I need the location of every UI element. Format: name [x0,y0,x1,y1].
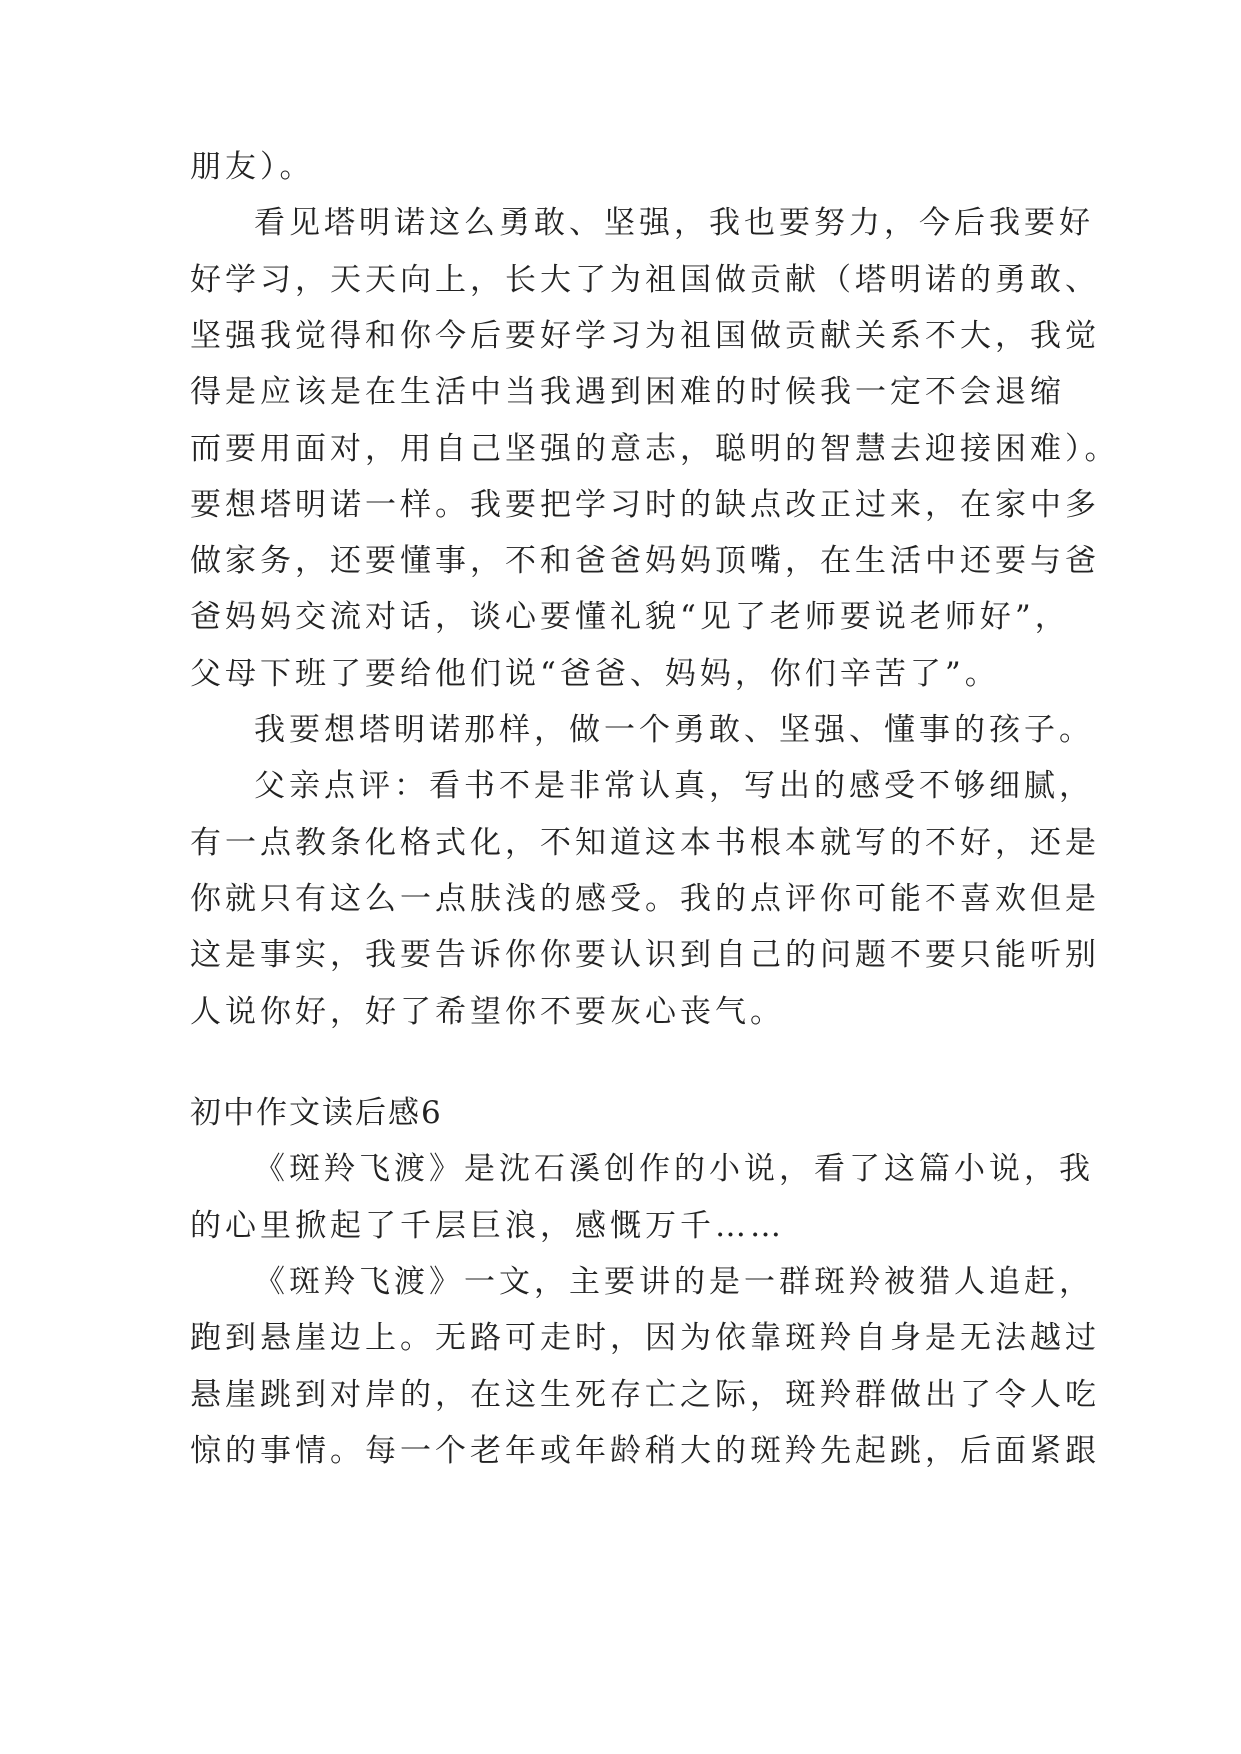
text-line: 爸妈妈交流对话，谈心要懂礼貌“见了老师要说老师好”， [190,599,1070,635]
paragraph-start-line: 《斑羚飞渡》一文，主要讲的是一群斑羚被猎人追赶， [254,1264,1094,1300]
text-line: 坚强我觉得和你今后要好学习为祖国做贡献关系不大，我觉 [190,318,1100,354]
text-line: 的心里掀起了千层巨浪，感慨万千…… [190,1208,785,1244]
text-line: 要想塔明诺一样。我要把学习时的缺点改正过来，在家中多 [190,487,1100,523]
text-line: 做家务，还要懂事，不和爸爸妈妈顶嘴，在生活中还要与爸 [190,543,1100,579]
text-line: 有一点教条化格式化，不知道这本书根本就写的不好，还是 [190,825,1100,861]
text-line: 人说你好，好了希望你不要灰心丧气。 [190,994,785,1030]
text-line: 这是事实，我要告诉你你要认识到自己的问题不要只能听别 [190,937,1100,973]
text-line: 父母下班了要给他们说“爸爸、妈妈，你们辛苦了”。 [190,656,1000,692]
text-line: 好学习，天天向上，长大了为祖国做贡献（塔明诺的勇敢、 [190,262,1100,298]
paragraph-start-line: 父亲点评：看书不是非常认真，写出的感受不够细腻， [254,768,1094,804]
text-line: 你就只有这么一点肤浅的感受。我的点评你可能不喜欢但是 [190,881,1100,917]
text-line: 跑到悬崖边上。无路可走时，因为依靠斑羚自身是无法越过 [190,1320,1100,1356]
paragraph-start-line: 我要想塔明诺那样，做一个勇敢、坚强、懂事的孩子。 [254,712,1094,748]
text-line: 而要用面对，用自己坚强的意志，聪明的智慧去迎接困难）。 [190,431,1120,467]
text-line: 朋友）。 [190,149,315,185]
text-line: 得是应该是在生活中当我遇到困难的时候我一定不会退缩 [190,374,1065,410]
section-title: 初中作文读后感6 [190,1095,443,1131]
text-line: 悬崖跳到对岸的，在这生死存亡之际，斑羚群做出了令人吃 [190,1377,1100,1413]
paragraph-start-line: 看见塔明诺这么勇敢、坚强，我也要努力，今后我要好 [254,205,1094,241]
paragraph-start-line: 《斑羚飞渡》是沈石溪创作的小说，看了这篇小说，我 [254,1151,1094,1187]
text-line: 惊的事情。每一个老年或年龄稍大的斑羚先起跳，后面紧跟 [190,1433,1100,1469]
